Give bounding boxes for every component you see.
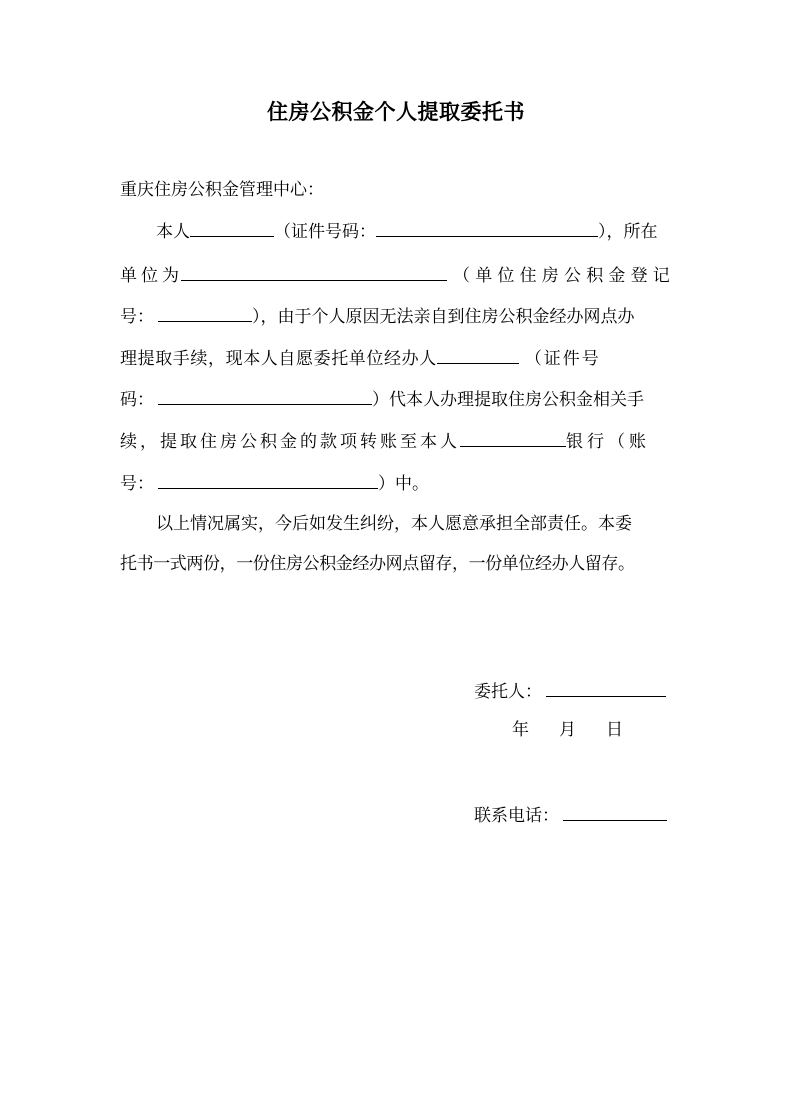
phone-row	[474, 802, 667, 828]
text-code: 码：	[120, 390, 154, 410]
principal-blank[interactable]	[546, 678, 666, 697]
text-id-number-2: （证件号	[524, 349, 601, 369]
text-handle: ）代本人办理提取住房公积金相关手	[372, 390, 644, 410]
para1-line6	[120, 428, 650, 452]
text-entrust-agent: 理提取手续，现本人自愿委托单位经办人	[120, 349, 437, 369]
text-reason: ），由于个人原因无法亲自到住房公积金经办网点办	[252, 307, 635, 327]
phone-blank[interactable]	[563, 802, 667, 821]
para1-line1	[156, 218, 658, 242]
document-title: 住房公积金个人提取委托书	[267, 100, 525, 124]
para1-line2	[120, 262, 675, 286]
text-located: ），所在	[598, 222, 658, 242]
principal-row	[474, 678, 666, 704]
name-blank[interactable]	[190, 218, 274, 237]
text-transfer: 续，提取住房公积金的款项转账至本人	[120, 432, 460, 452]
day-label: 日	[606, 720, 623, 740]
text-id-number: （证件号码：	[274, 222, 376, 242]
para1-line3	[120, 303, 635, 327]
employer-blank[interactable]	[181, 262, 447, 281]
agent-name-blank[interactable]	[437, 345, 519, 364]
para2-line2: 托书一式两份，一份住房公积金经办网点留存，一份单位经办人留存。	[120, 554, 635, 574]
text-employer: 单位为	[120, 266, 183, 286]
registration-blank[interactable]	[158, 303, 252, 322]
phone-label: 联系电话：	[474, 806, 559, 826]
addressee: 重庆住房公积金管理中心：	[120, 180, 324, 200]
para2-line1: 以上情况属实，今后如发生纠纷，本人愿意承担全部责任。本委	[156, 514, 632, 534]
text-registration: （单位住房公积金登记	[453, 266, 675, 286]
text-self: 本人	[156, 222, 190, 242]
agent-id-blank[interactable]	[158, 386, 372, 405]
id-number-blank[interactable]	[376, 218, 598, 237]
para1-line4	[120, 345, 601, 369]
text-bank-account: 银行（账	[566, 432, 650, 452]
principal-label: 委托人：	[474, 682, 542, 702]
month-label: 月	[559, 720, 576, 740]
date-row	[512, 718, 623, 742]
account-number-blank[interactable]	[158, 470, 378, 489]
year-label: 年	[512, 720, 529, 740]
bank-blank[interactable]	[460, 428, 566, 447]
para1-line7	[120, 470, 429, 494]
text-end: ）中。	[378, 474, 429, 494]
para1-line5	[120, 386, 644, 410]
text-number: 号：	[120, 307, 154, 327]
text-account: 号：	[120, 474, 154, 494]
